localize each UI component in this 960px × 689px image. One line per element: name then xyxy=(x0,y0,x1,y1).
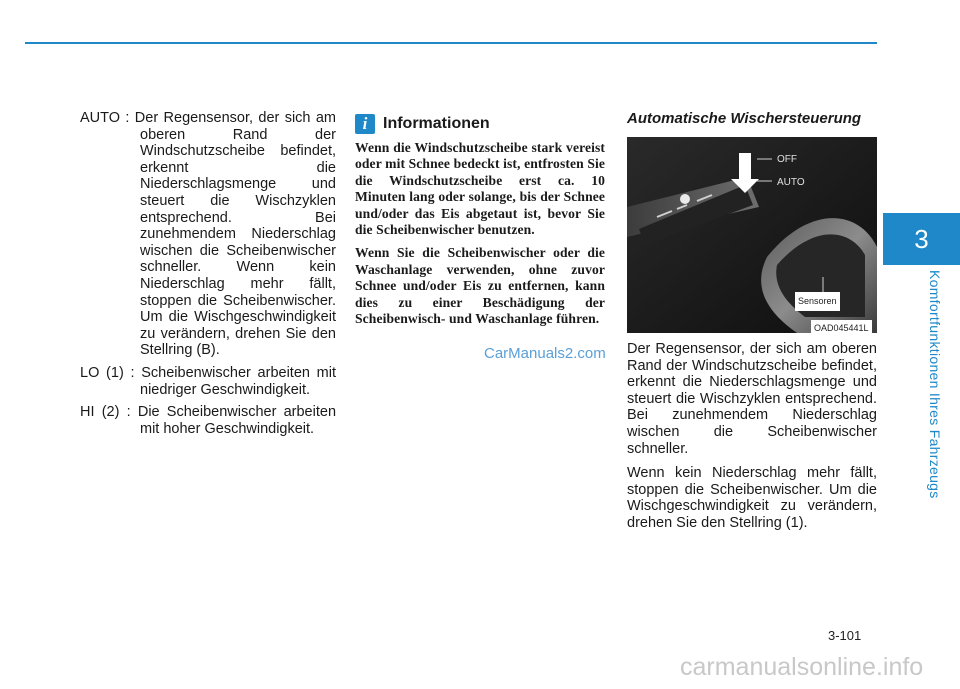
chapter-number: 3 xyxy=(914,223,929,254)
definition-auto xyxy=(80,110,336,359)
watermark-carmanuals: CarManuals2.com xyxy=(484,345,606,362)
wiper-stalk-illustration xyxy=(627,137,877,333)
info-box xyxy=(355,110,605,334)
info-paragraph: Wenn die Windschutzscheibe stark vereist oder mit Schnee bedeckt ist, entfrosten Sie die Windschutzscheibe erst ca. 10 Minuten lang oder solange, bis der Schnee und/oder das Eis abgetaut ist, bevor Sie die Scheibenwischer benutzen. xyxy=(355,140,605,238)
info-icon: i xyxy=(355,114,375,134)
label-off: OFF xyxy=(777,154,797,165)
body-paragraph: Wenn kein Niederschlag mehr fällt, stoppen die Scheibenwischer. Um die Wischgeschwindigkeit zu verändern, drehen Sie den Stellring (1). xyxy=(627,465,877,531)
info-header xyxy=(355,114,605,134)
definition-term: AUTO : xyxy=(80,110,130,126)
definition-text: Die Scheibenwischer arbeiten mit hoher Geschwindigkeit. xyxy=(137,404,337,437)
body-paragraph: Der Regensensor, der sich am oberen Rand der Windschutzscheibe befindet, erkennt die Niederschlagsmenge und steuert die Wischzyklen entsprechend. Bei zunehmendem Niederschlag wischen die Scheibenwischer schneller. xyxy=(627,341,877,457)
image-code: OAD045441L xyxy=(811,320,872,333)
definition-term: LO (1) : xyxy=(80,364,135,381)
label-sensor: Sensoren xyxy=(795,292,840,311)
chapter-tab xyxy=(883,213,960,265)
watermark-carmanualsonline: carmanualsonline.info xyxy=(680,653,924,681)
page-number: 3-101 xyxy=(828,628,862,643)
chapter-title: Komfortfunktionen Ihres Fahrzeugs xyxy=(927,270,943,499)
right-column xyxy=(627,110,877,532)
section-title: Automatische Wischersteuerung xyxy=(627,110,862,127)
definition-text: Scheibenwischer arbeiten mit niedriger Geschwindigkeit. xyxy=(140,364,336,398)
left-column xyxy=(80,110,336,443)
header-rule xyxy=(25,42,877,44)
info-title: Informationen xyxy=(383,114,490,132)
definition-text: Der Regensensor, der sich am oberen Rand der Windschutzscheibe befindet, erkennt die Niederschlagsmenge und steuert die Wischzyklen entsprechend. Bei zunehmendem Niederschlag wischen die Scheibenwischer schneller. Wenn kein Niederschlag mehr fällt, stoppen die Scheibenwischer. Um die Wischgeschwindigkeit zu verändern, drehen Sie den Stellring (B). xyxy=(134,110,337,359)
definition-hi xyxy=(80,404,336,437)
label-auto: AUTO xyxy=(777,177,805,188)
definition-lo xyxy=(80,365,336,398)
info-paragraph: Wenn Sie die Scheibenwischer oder die Waschanlage verwenden, ohne zuvor Schnee und/oder Eis zu entfernen, kann dies zu einer Beschädigung der Scheibenwisch- und Waschanlage führen. xyxy=(355,245,605,327)
definition-term: HI (2) : xyxy=(80,404,131,421)
